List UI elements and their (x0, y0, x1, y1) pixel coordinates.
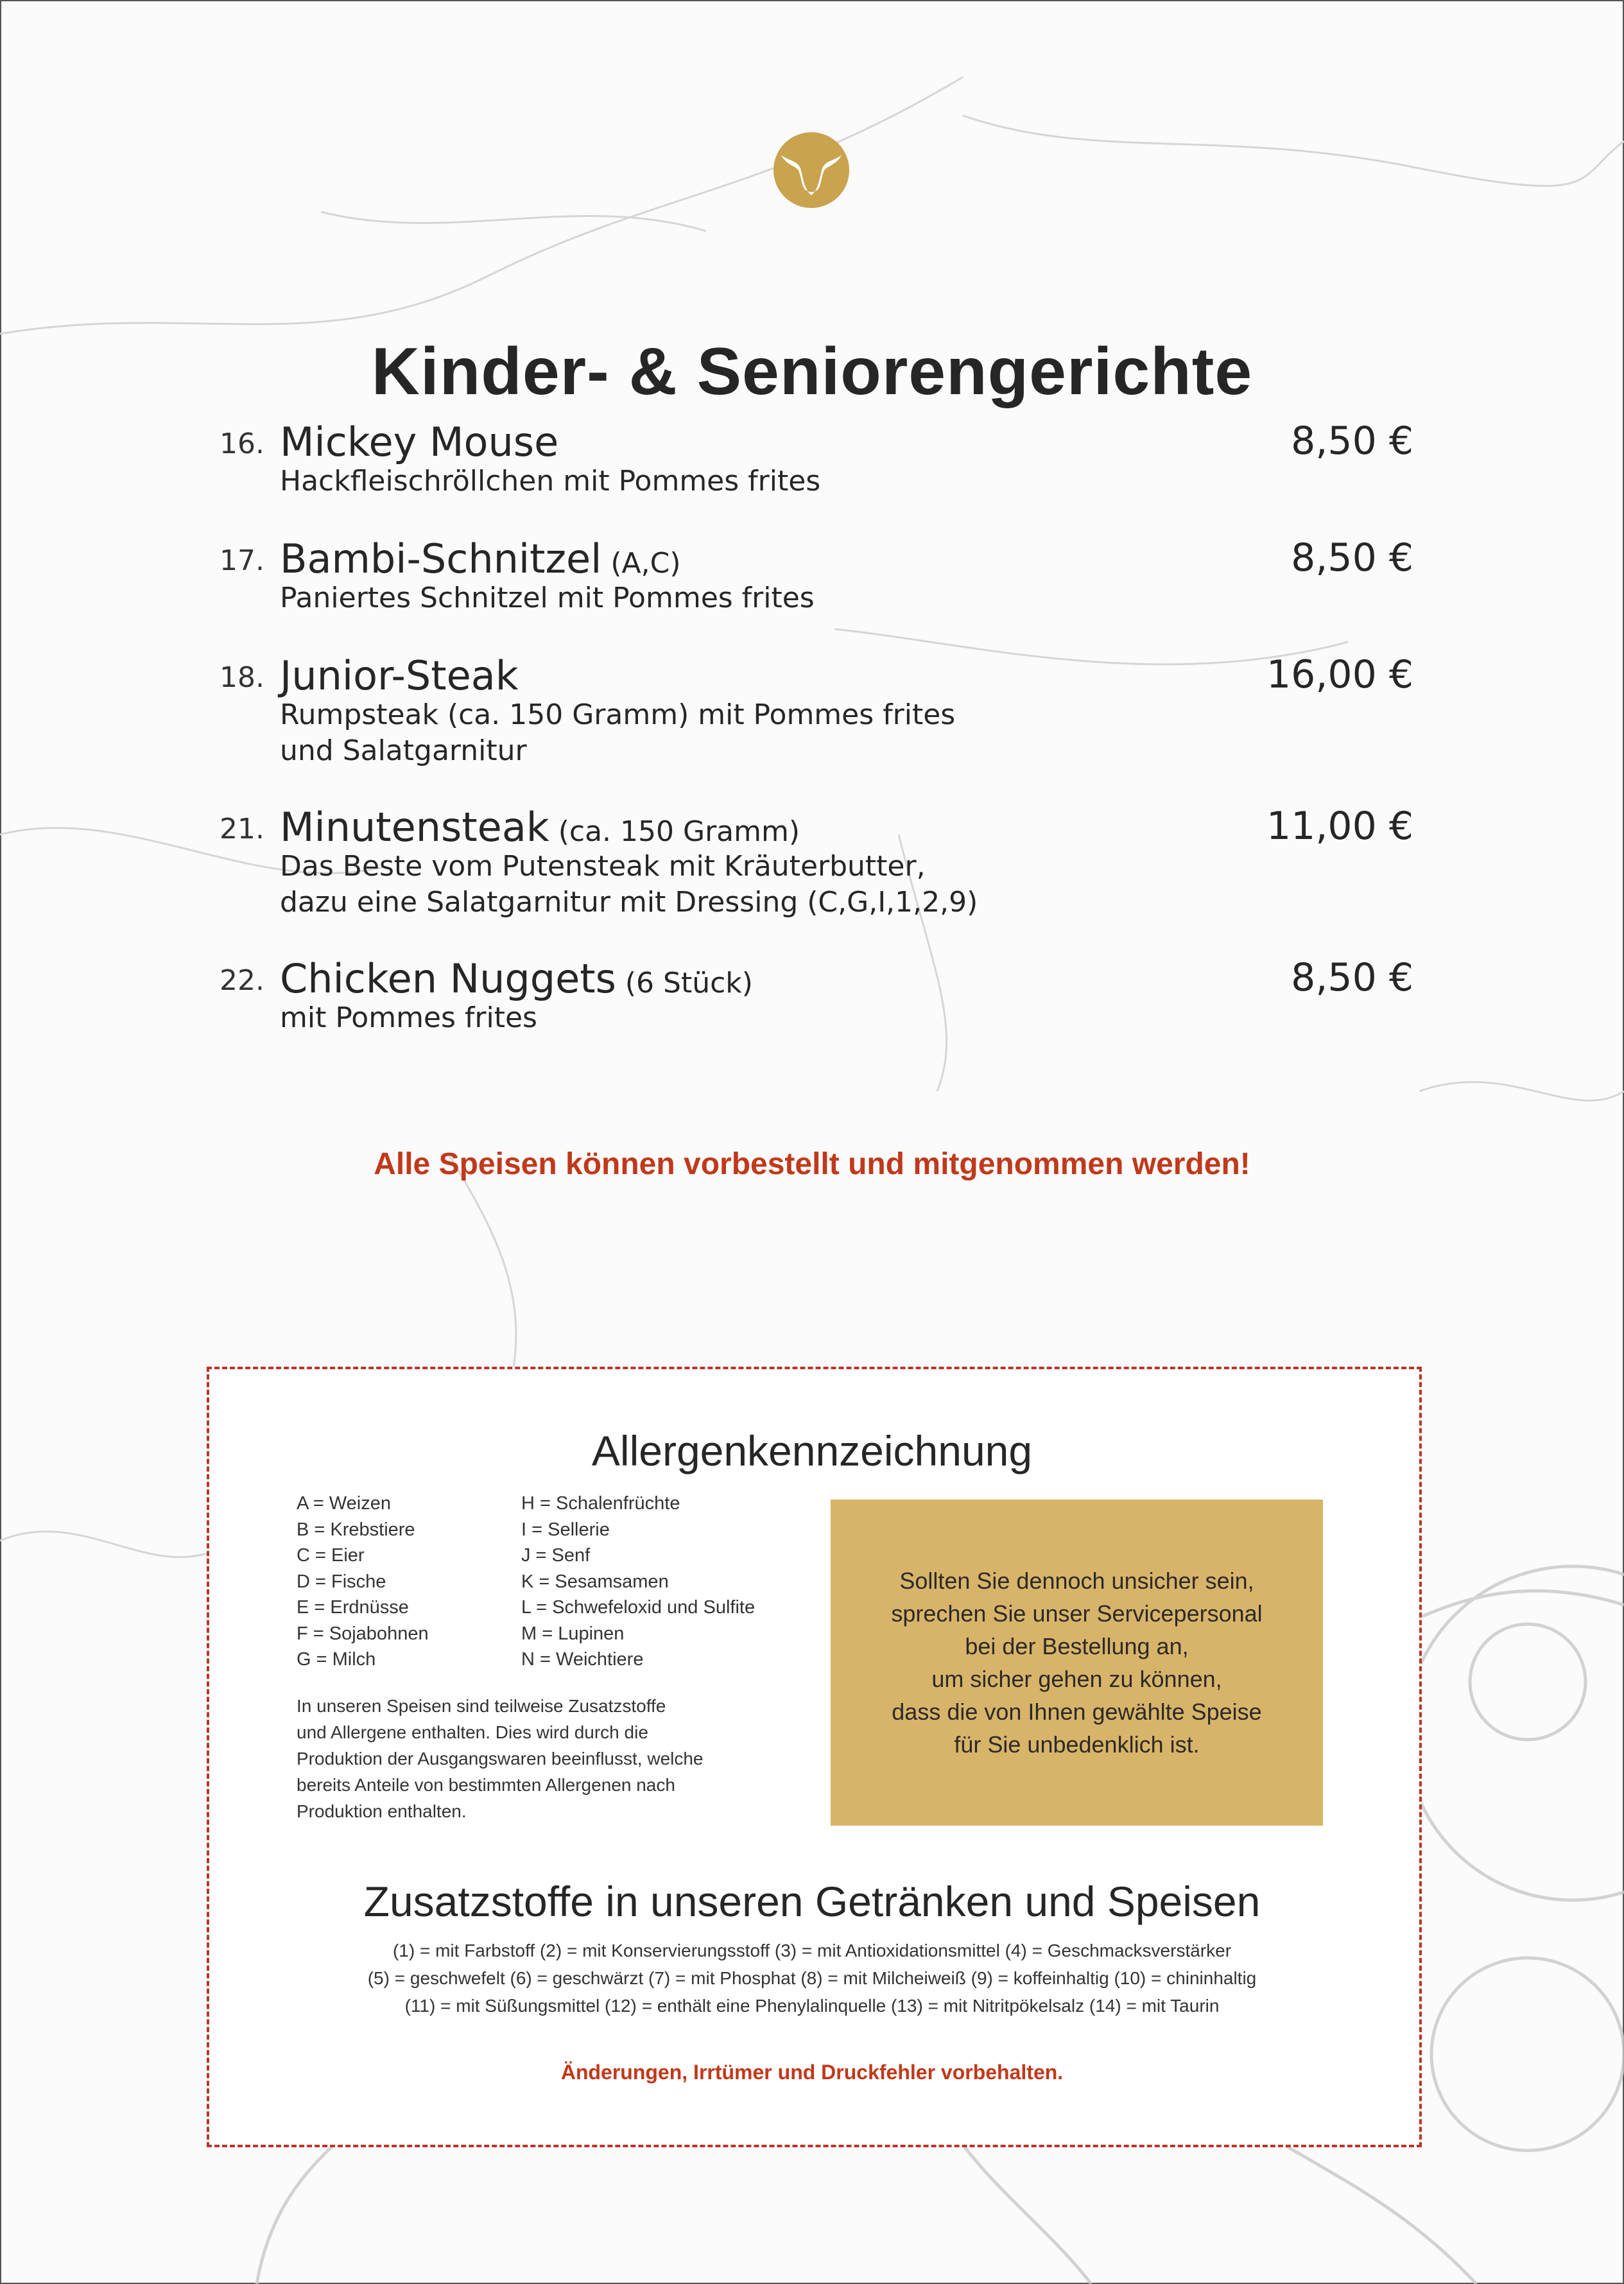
takeaway-note: Alle Speisen können vorbestellt und mitgenommen werden! (374, 1147, 1250, 1181)
paragraph-line: In unseren Speisen sind teilweise Zusatzstoffe (297, 1696, 666, 1716)
additives-heading: Zusatzstoffe in unseren Getränken und Speisen (363, 1878, 1261, 1925)
desc-line: Das Beste vom Putensteak mit Kräuterbutter, (280, 850, 926, 883)
item-price: 16,00 € (1266, 652, 1413, 697)
allergen-entry: C = Eier (297, 1545, 365, 1566)
allergen-entry: J = Senf (521, 1545, 591, 1566)
allergen-list-left (297, 1491, 429, 1673)
item-name-text: Minutensteak (280, 804, 549, 851)
info-line: für Sie unbedenklich ist. (954, 1731, 1200, 1758)
desc-line: Rumpsteak (ca. 150 Gramm) mit Pommes frites (280, 698, 956, 731)
item-description (280, 849, 978, 921)
page-title: Kinder- & Seniorengerichte (371, 334, 1253, 409)
allergen-list-right (521, 1491, 755, 1673)
allergen-entry: N = Weichtiere (521, 1649, 644, 1670)
item-description (280, 463, 820, 499)
item-name (280, 804, 800, 851)
info-line: Sollten Sie dennoch unsicher sein, (899, 1568, 1254, 1594)
item-number: 17. (220, 544, 264, 577)
item-name-text: Bambi-Schnitzel (280, 535, 602, 582)
allergen-paragraph (297, 1693, 704, 1824)
allergen-entry: A = Weizen (297, 1493, 391, 1514)
item-name (280, 419, 558, 465)
allergen-entry: E = Erdnüsse (297, 1597, 409, 1618)
additives-list (0, 1937, 1624, 2020)
paragraph-line: bereits Anteile von bestimmten Allergenen nach (297, 1775, 675, 1795)
allergen-entry: G = Milch (297, 1649, 376, 1670)
item-allergen-codes: (A,C) (601, 547, 681, 580)
info-line: bei der Bestellung an, (965, 1633, 1189, 1659)
desc-line: mit Pommes frites (280, 1001, 537, 1034)
additives-line: (5) = geschwefelt (6) = geschwärzt (7) = mit Phosphat (8) = mit Milcheiweiß (9) = koffeinhaltig (10) = chininhaltig (367, 1968, 1257, 1988)
item-name (280, 652, 519, 699)
additives-line: (11) = mit Süßungsmittel (12) = enthält eine Phenylalinquelle (13) = mit Nitritpökelsalz (14) = mit Taurin (404, 1996, 1220, 2016)
service-info-box (831, 1500, 1323, 1826)
item-quantity: (6 Stück) (616, 967, 753, 999)
item-name (280, 535, 681, 582)
desc-line: Hackfleischröllchen mit Pommes frites (280, 465, 821, 497)
additives-line: (1) = mit Farbstoff (2) = mit Konservierungsstoff (3) = mit Antioxidationsmittel (4) = Geschmacksverstärker (392, 1941, 1232, 1960)
allergen-entry: D = Fische (297, 1571, 386, 1592)
info-line: dass die von Ihnen gewählte Speise (892, 1699, 1262, 1725)
desc-line: Paniertes Schnitzel mit Pommes frites (280, 582, 815, 614)
allergen-entry: L = Schwefeloxid und Sulfite (521, 1597, 756, 1618)
paragraph-line: Produktion enthalten. (297, 1801, 467, 1821)
item-name-text: Chicken Nuggets (280, 955, 616, 1002)
item-price: 8,50 € (1291, 535, 1413, 580)
allergen-entry: K = Sesamsamen (521, 1571, 669, 1592)
allergen-entry: I = Sellerie (521, 1519, 610, 1540)
bull-head-icon (773, 132, 849, 208)
info-line: um sicher gehen zu können, (931, 1666, 1222, 1692)
disclaimer: Änderungen, Irrtümer und Druckfehler vorbehalten. (560, 2061, 1064, 2084)
item-description (280, 697, 955, 769)
item-weight: (ca. 150 Gramm) (549, 815, 800, 848)
item-description (280, 1000, 537, 1036)
item-price: 8,50 € (1291, 419, 1413, 463)
desc-line: dazu eine Salatgarnitur mit Dressing (C,G,I,1,2,9) (280, 886, 978, 919)
item-description (280, 580, 815, 616)
item-number: 16. (220, 428, 264, 460)
item-price: 8,50 € (1291, 955, 1413, 1000)
allergen-entry: F = Sojabohnen (297, 1623, 429, 1644)
item-price: 11,00 € (1266, 804, 1413, 849)
item-number: 22. (220, 964, 264, 997)
desc-line: und Salatgarnitur (280, 734, 527, 767)
paragraph-line: Produktion der Ausgangswaren beeinflusst, welche (297, 1749, 704, 1769)
allergen-entry: H = Schalenfrüchte (521, 1493, 680, 1514)
allergen-heading: Allergenkennzeichnung (591, 1427, 1033, 1475)
item-name-text: Mickey Mouse (280, 419, 559, 465)
info-line: sprechen Sie unser Servicepersonal (891, 1600, 1263, 1627)
item-name (280, 955, 753, 1002)
allergen-entry: M = Lupinen (521, 1623, 625, 1644)
item-number: 18. (220, 661, 264, 694)
item-number: 21. (220, 813, 264, 845)
allergen-entry: B = Krebstiere (297, 1519, 415, 1540)
item-name-text: Junior-Steak (280, 652, 519, 699)
paragraph-line: und Allergene enthalten. Dies wird durch die (297, 1722, 648, 1742)
